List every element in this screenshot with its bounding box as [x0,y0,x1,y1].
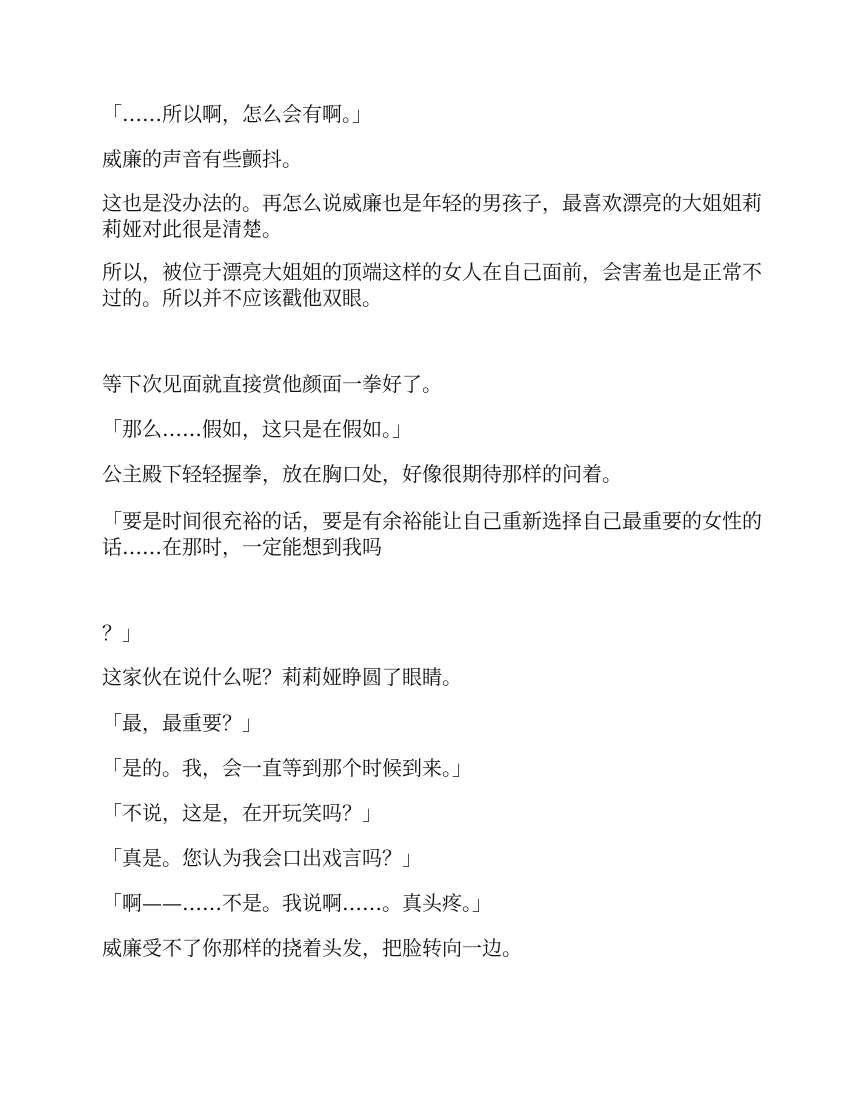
paragraph-12: 「是的。我，会一直等到那个时候到来。」 [102,756,472,780]
paragraph-15: 「啊——……不是。我说啊……。真头疼。」 [102,891,492,915]
paragraph-5: 等下次见面就直接赏他颜面一拳好了。 [102,372,442,396]
paragraph-9: ？」 [102,621,142,645]
paragraph-6: 「那么……假如，这只是在假如。」 [102,417,412,441]
paragraph-1: 「……所以啊，怎么会有啊。」 [102,102,372,126]
paragraph-4: 所以，被位于漂亮大姐姐的顶端这样的女人在自己面前，会害羞也是正常不过的。所以并不应该戳他双眼。 [102,260,762,310]
paragraph-11: 「最，最重要？」 [102,711,262,735]
paragraph-2: 威廉的声音有些颤抖。 [102,147,302,171]
paragraph-14: 「真是。您认为我会口出戏言吗？」 [102,846,422,870]
paragraph-7: 公主殿下轻轻握拳，放在胸口处，好像很期待那样的问着。 [102,462,622,486]
paragraph-3: 这也是没办法的。再怎么说威廉也是年轻的男孩子，最喜欢漂亮的大姐姐莉莉娅对此很是清楚。 [102,191,762,241]
paragraph-8: 「要是时间很充裕的话，要是有余裕能让自己重新选择自己最重要的女性的话……在那时，一定能想到我吗 [102,509,762,559]
paragraph-16: 威廉受不了你那样的挠着头发，把脸转向一边。 [102,936,522,960]
paragraph-10: 这家伙在说什么呢？莉莉娅睁圆了眼睛。 [102,665,462,689]
paragraph-13: 「不说，这是，在开玩笑吗？」 [102,801,382,825]
